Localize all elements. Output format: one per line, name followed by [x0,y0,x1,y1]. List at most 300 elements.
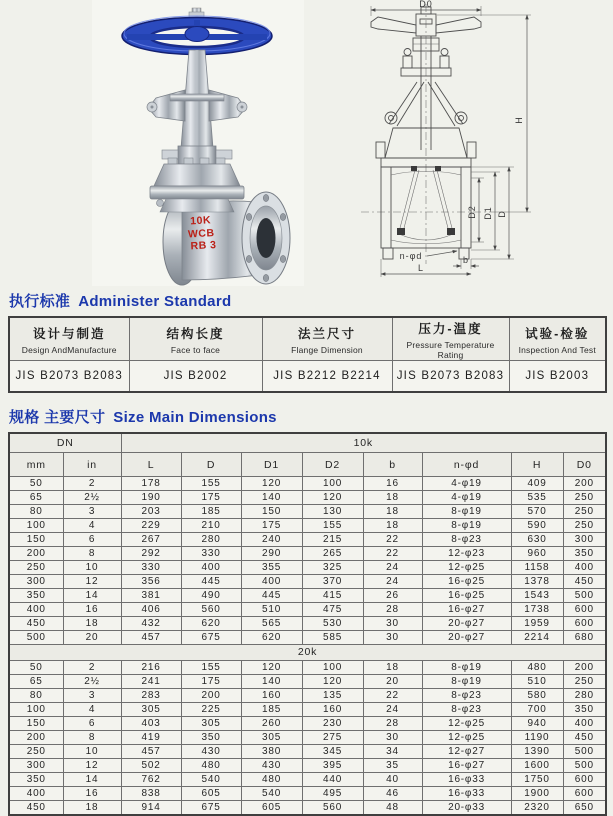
standard-value: JIS B2212 B2214 [262,361,392,393]
dim-cell: 150 [9,533,63,547]
dimensions-heading-zh: 规格 主要尺寸 [9,409,106,426]
dim-cell: 216 [121,661,181,675]
dim-cell: 570 [511,505,563,519]
gate-valve-drawing [331,0,611,280]
dim-cell: 500 [9,631,63,645]
dim-cell: 8 [63,731,121,745]
dim-cell: 12 [63,575,121,589]
dim-cell: 510 [511,675,563,689]
dim-cell: 540 [241,787,302,801]
dim-label-d: D [497,210,507,218]
dim-cell: 280 [181,533,241,547]
standard-value: JIS B2073 B2083 [392,361,509,393]
dim-cell: 250 [563,519,606,533]
dim-cell: 150 [241,505,302,519]
dim-cell: 155 [181,477,241,491]
dim-cell: 24 [363,575,422,589]
dim-cell: 480 [511,661,563,675]
dim-cell: 50 [9,477,63,491]
dim-cell: 18 [363,491,422,505]
dim-cell: 100 [9,703,63,717]
dim-cell: 200 [9,547,63,561]
dim-cell: 100 [9,519,63,533]
group-10k-header: 10k [121,433,606,453]
dim-cell: 46 [363,787,422,801]
dim-cell: 450 [563,575,606,589]
dim-cell: 34 [363,745,422,759]
dim-cell: 355 [241,561,302,575]
dim-cell: 345 [302,745,363,759]
dim-cell: 305 [121,703,181,717]
dim-cell: 457 [121,745,181,759]
dim-cell: 135 [302,689,363,703]
dim-cell: 200 [563,477,606,491]
dim-cell: 14 [63,589,121,603]
dim-cell: 650 [563,801,606,816]
dim-cell: 400 [563,717,606,731]
dim-cell: 130 [302,505,363,519]
col-header-n-phi-d: n-φd [422,453,511,477]
dim-cell: 2 [63,477,121,491]
dim-cell: 155 [302,519,363,533]
col-header-b: b [363,453,422,477]
table-row [9,589,606,603]
valve-body [160,192,290,285]
dim-cell: 267 [121,533,181,547]
dim-cell: 4-φ19 [422,477,511,491]
dim-cell: 185 [241,703,302,717]
table-row [9,491,606,505]
dim-cell: 65 [9,491,63,505]
dim-cell: 250 [563,675,606,689]
dim-cell: 350 [9,773,63,787]
table-row [9,787,606,801]
dim-cell: 6 [63,533,121,547]
dim-cell: 283 [121,689,181,703]
dim-cell: 203 [121,505,181,519]
dim-cell: 600 [563,773,606,787]
dim-cell: 30 [363,617,422,631]
dim-cell: 16-φ27 [422,603,511,617]
dim-label-d0: D0 [419,0,433,9]
table-row [9,801,606,816]
dimensions-heading [9,406,613,427]
dim-cell: 120 [302,491,363,505]
dim-cell: 26 [363,589,422,603]
dim-cell: 16 [63,787,121,801]
dim-cell: 20 [363,675,422,689]
dim-cell: 150 [9,717,63,731]
dim-cell: 370 [302,575,363,589]
dim-cell: 502 [121,759,181,773]
dim-cell: 605 [241,801,302,816]
dim-cell: 200 [563,661,606,675]
dim-cell: 24 [363,703,422,717]
dimensions-heading-en: Size Main Dimensions [113,409,277,426]
gate-valve-photo [92,0,304,286]
dim-cell: 260 [241,717,302,731]
dim-cell: 30 [363,731,422,745]
dim-cell: 1378 [511,575,563,589]
dim-cell: 100 [302,477,363,491]
dim-cell: 430 [181,745,241,759]
dim-cell: 22 [363,547,422,561]
dim-cell: 580 [511,689,563,703]
dim-cell: 620 [181,617,241,631]
dim-cell: 475 [302,603,363,617]
dim-cell: 500 [563,759,606,773]
dim-cell: 160 [241,689,302,703]
dim-cell: 10 [63,561,121,575]
standard-value: JIS B2002 [129,361,262,393]
dim-cell: 160 [302,703,363,717]
dim-cell: 16-φ25 [422,575,511,589]
dim-cell: 280 [563,689,606,703]
dim-cell: 500 [563,745,606,759]
table-row [9,703,606,717]
dim-cell: 225 [181,703,241,717]
dim-cell: 275 [302,731,363,745]
standards-header-row [9,317,606,361]
standards-col-flange: 法兰尺寸 Flange Dimension [262,317,392,361]
dim-cell: 560 [302,801,363,816]
dim-label-l: L [417,263,425,273]
dim-cell: 16 [363,477,422,491]
standards-heading-zh: 执行标准 [9,293,71,310]
dim-cell: 80 [9,689,63,703]
dim-cell: 300 [9,575,63,589]
dim-cell: 48 [363,801,422,816]
dim-cell: 838 [121,787,181,801]
dim-cell: 18 [363,661,422,675]
dim-cell: 400 [563,561,606,575]
dim-cell: 190 [121,491,181,505]
table-row [9,731,606,745]
dim-cell: 140 [241,675,302,689]
dim-cell: 8-φ19 [422,519,511,533]
table-row [9,675,606,689]
col-header-L: L [121,453,181,477]
dim-cell: 10 [63,745,121,759]
dim-cell: 175 [181,675,241,689]
standard-value: JIS B2073 B2083 [9,361,129,393]
dim-cell: 450 [9,801,63,816]
dim-cell: 35 [363,759,422,773]
rows-20k [9,661,606,816]
dim-cell: 540 [181,773,241,787]
dim-cell: 480 [181,759,241,773]
dim-cell: 175 [241,519,302,533]
col-header-in: in [63,453,121,477]
dim-cell: 20-φ27 [422,631,511,645]
standards-col-design: 设计与制造 Design AndManufacture [9,317,129,361]
mark-material: WCB [187,227,215,241]
dim-cell: 1750 [511,773,563,787]
dim-cell: 450 [9,617,63,631]
table-row [9,717,606,731]
dim-cell: 120 [241,477,302,491]
dim-cell: 8-φ23 [422,533,511,547]
dim-cell: 250 [9,561,63,575]
col-header-H: H [511,453,563,477]
dim-cell: 535 [511,491,563,505]
dim-cell: 8-φ23 [422,703,511,717]
dim-cell: 300 [9,759,63,773]
dim-cell: 290 [241,547,302,561]
dim-cell: 1158 [511,561,563,575]
dim-cell: 605 [181,787,241,801]
dim-cell: 250 [563,491,606,505]
dim-label-b: b [462,255,470,265]
standards-table [8,316,607,393]
rows-10k [9,477,606,645]
dim-cell: 350 [181,731,241,745]
dim-cell: 14 [63,773,121,787]
dim-cell: 292 [121,547,181,561]
dim-cell: 2½ [63,491,121,505]
dim-cell: 16-φ33 [422,773,511,787]
handwheel [122,16,272,55]
dim-cell: 65 [9,675,63,689]
dim-cell: 120 [241,661,302,675]
dim-cell: 445 [241,589,302,603]
dim-cell: 565 [241,617,302,631]
band-20k [9,645,606,661]
dim-cell: 406 [121,603,181,617]
dim-cell: 432 [121,617,181,631]
dim-cell: 440 [302,773,363,787]
dim-label-n-phi-d: n-φd [399,251,423,261]
dim-cell: 18 [363,519,422,533]
dim-cell: 1390 [511,745,563,759]
dim-cell: 155 [181,661,241,675]
dim-cell: 4 [63,519,121,533]
standards-heading-en: Administer Standard [78,293,232,310]
dim-cell: 675 [181,801,241,816]
dim-cell: 3 [63,689,121,703]
dim-cell: 8 [63,547,121,561]
dim-cell: 185 [181,505,241,519]
dim-cell: 229 [121,519,181,533]
dim-cell: 250 [9,745,63,759]
dim-cell: 585 [302,631,363,645]
dn-header: DN [9,433,121,453]
dim-cell: 120 [302,675,363,689]
dim-cell: 530 [302,617,363,631]
dim-cell: 350 [9,589,63,603]
standards-heading [9,290,613,311]
group-20k-band [9,645,606,661]
dim-cell: 1959 [511,617,563,631]
dim-cell: 215 [302,533,363,547]
dim-cell: 18 [363,505,422,519]
mark-size: RB 3 [190,239,217,253]
dim-label-d2: D2 [467,205,477,219]
col-header-D1: D1 [241,453,302,477]
dim-cell: 80 [9,505,63,519]
dim-cell: 510 [241,603,302,617]
table-row [9,689,606,703]
table-row [9,661,606,675]
dimension-annotations [371,0,531,277]
dim-cell: 380 [241,745,302,759]
dim-cell: 22 [363,689,422,703]
dim-cell: 305 [241,731,302,745]
dim-cell: 8-φ19 [422,675,511,689]
dim-cell: 305 [181,717,241,731]
dim-cell: 200 [181,689,241,703]
dim-cell: 12-φ23 [422,547,511,561]
dim-cell: 2214 [511,631,563,645]
dim-cell: 430 [241,759,302,773]
dim-cell: 560 [181,603,241,617]
dim-cell: 20 [63,631,121,645]
dim-cell: 325 [302,561,363,575]
dim-cell: 395 [302,759,363,773]
dim-cell: 16-φ33 [422,787,511,801]
dim-label-d1: D1 [483,206,493,220]
table-row [9,773,606,787]
dim-cell: 20-φ27 [422,617,511,631]
dim-cell: 680 [563,631,606,645]
dim-cell: 445 [181,575,241,589]
dim-cell: 6 [63,717,121,731]
dim-cell: 450 [563,731,606,745]
dim-cell: 50 [9,661,63,675]
dim-cell: 30 [363,631,422,645]
col-header-D2: D2 [302,453,363,477]
dim-cell: 400 [9,603,63,617]
dim-cell: 1190 [511,731,563,745]
dim-cell: 600 [563,787,606,801]
dim-cell: 762 [121,773,181,787]
table-row [9,547,606,561]
dim-cell: 350 [563,547,606,561]
dim-cell: 230 [302,717,363,731]
dim-cell: 400 [9,787,63,801]
figure-area [0,0,613,287]
dim-cell: 2320 [511,801,563,816]
dim-cell: 20-φ33 [422,801,511,816]
dim-cell: 675 [181,631,241,645]
dim-cell: 1600 [511,759,563,773]
dim-cell: 700 [511,703,563,717]
dim-cell: 590 [511,519,563,533]
table-row [9,745,606,759]
dim-cell: 419 [121,731,181,745]
dim-cell: 300 [563,533,606,547]
dim-cell: 28 [363,717,422,731]
dim-cell: 22 [363,533,422,547]
dim-cell: 18 [63,801,121,816]
table-row [9,759,606,773]
dim-cell: 200 [9,731,63,745]
dim-cell: 1738 [511,603,563,617]
col-header-D0: D0 [563,453,606,477]
dim-cell: 40 [363,773,422,787]
dim-cell: 12-φ27 [422,745,511,759]
table-row [9,533,606,547]
dim-cell: 100 [302,661,363,675]
dim-cell: 12-φ25 [422,561,511,575]
standards-col-inspection: 试验-检验 Inspection And Test [509,317,606,361]
dim-cell: 2½ [63,675,121,689]
dim-cell: 330 [181,547,241,561]
standard-value: JIS B2003 [509,361,606,393]
dim-cell: 3 [63,505,121,519]
dim-cell: 960 [511,547,563,561]
dim-label-h: H [514,116,524,124]
dimensions-table [8,432,607,816]
dim-cell: 2 [63,661,121,675]
dim-cell: 1543 [511,589,563,603]
dim-cell: 4 [63,703,121,717]
standards-col-pressure-temp: 压力-温度 Pressure Temperature Rating [392,317,509,361]
dim-cell: 178 [121,477,181,491]
dim-cell: 240 [241,533,302,547]
dim-cell: 356 [121,575,181,589]
dimensions-column-header-row [9,453,606,477]
dim-cell: 8-φ23 [422,689,511,703]
table-row [9,561,606,575]
dim-cell: 18 [63,617,121,631]
dim-cell: 12-φ25 [422,717,511,731]
dim-cell: 940 [511,717,563,731]
dim-cell: 265 [302,547,363,561]
dim-cell: 600 [563,617,606,631]
dim-cell: 210 [181,519,241,533]
dim-cell: 8-φ19 [422,661,511,675]
dim-cell: 16-φ27 [422,759,511,773]
dim-cell: 415 [302,589,363,603]
dim-cell: 381 [121,589,181,603]
dim-cell: 1900 [511,787,563,801]
dim-cell: 600 [563,603,606,617]
dim-cell: 350 [563,703,606,717]
dim-cell: 480 [241,773,302,787]
dim-cell: 250 [563,505,606,519]
dim-cell: 8-φ19 [422,505,511,519]
table-row [9,519,606,533]
dim-cell: 16 [63,603,121,617]
dim-cell: 12-φ25 [422,731,511,745]
dim-cell: 403 [121,717,181,731]
table-row [9,603,606,617]
table-row [9,505,606,519]
table-row [9,617,606,631]
dim-cell: 620 [241,631,302,645]
dim-cell: 490 [181,589,241,603]
dim-cell: 24 [363,561,422,575]
dim-cell: 495 [302,787,363,801]
dim-cell: 400 [241,575,302,589]
standards-col-face-to-face: 结构长度 Face to face [129,317,262,361]
group-20k-label: 20k [9,645,606,661]
dim-cell: 630 [511,533,563,547]
dimensions-group-header-row [9,433,606,453]
standards-value-row [9,361,606,393]
table-row [9,477,606,491]
mark-pressure-class: 10K [189,214,212,228]
dim-cell: 241 [121,675,181,689]
table-row [9,575,606,589]
dim-cell: 4-φ19 [422,491,511,505]
dim-cell: 12 [63,759,121,773]
dim-cell: 457 [121,631,181,645]
col-header-mm: mm [9,453,63,477]
dim-cell: 409 [511,477,563,491]
dim-cell: 400 [181,561,241,575]
